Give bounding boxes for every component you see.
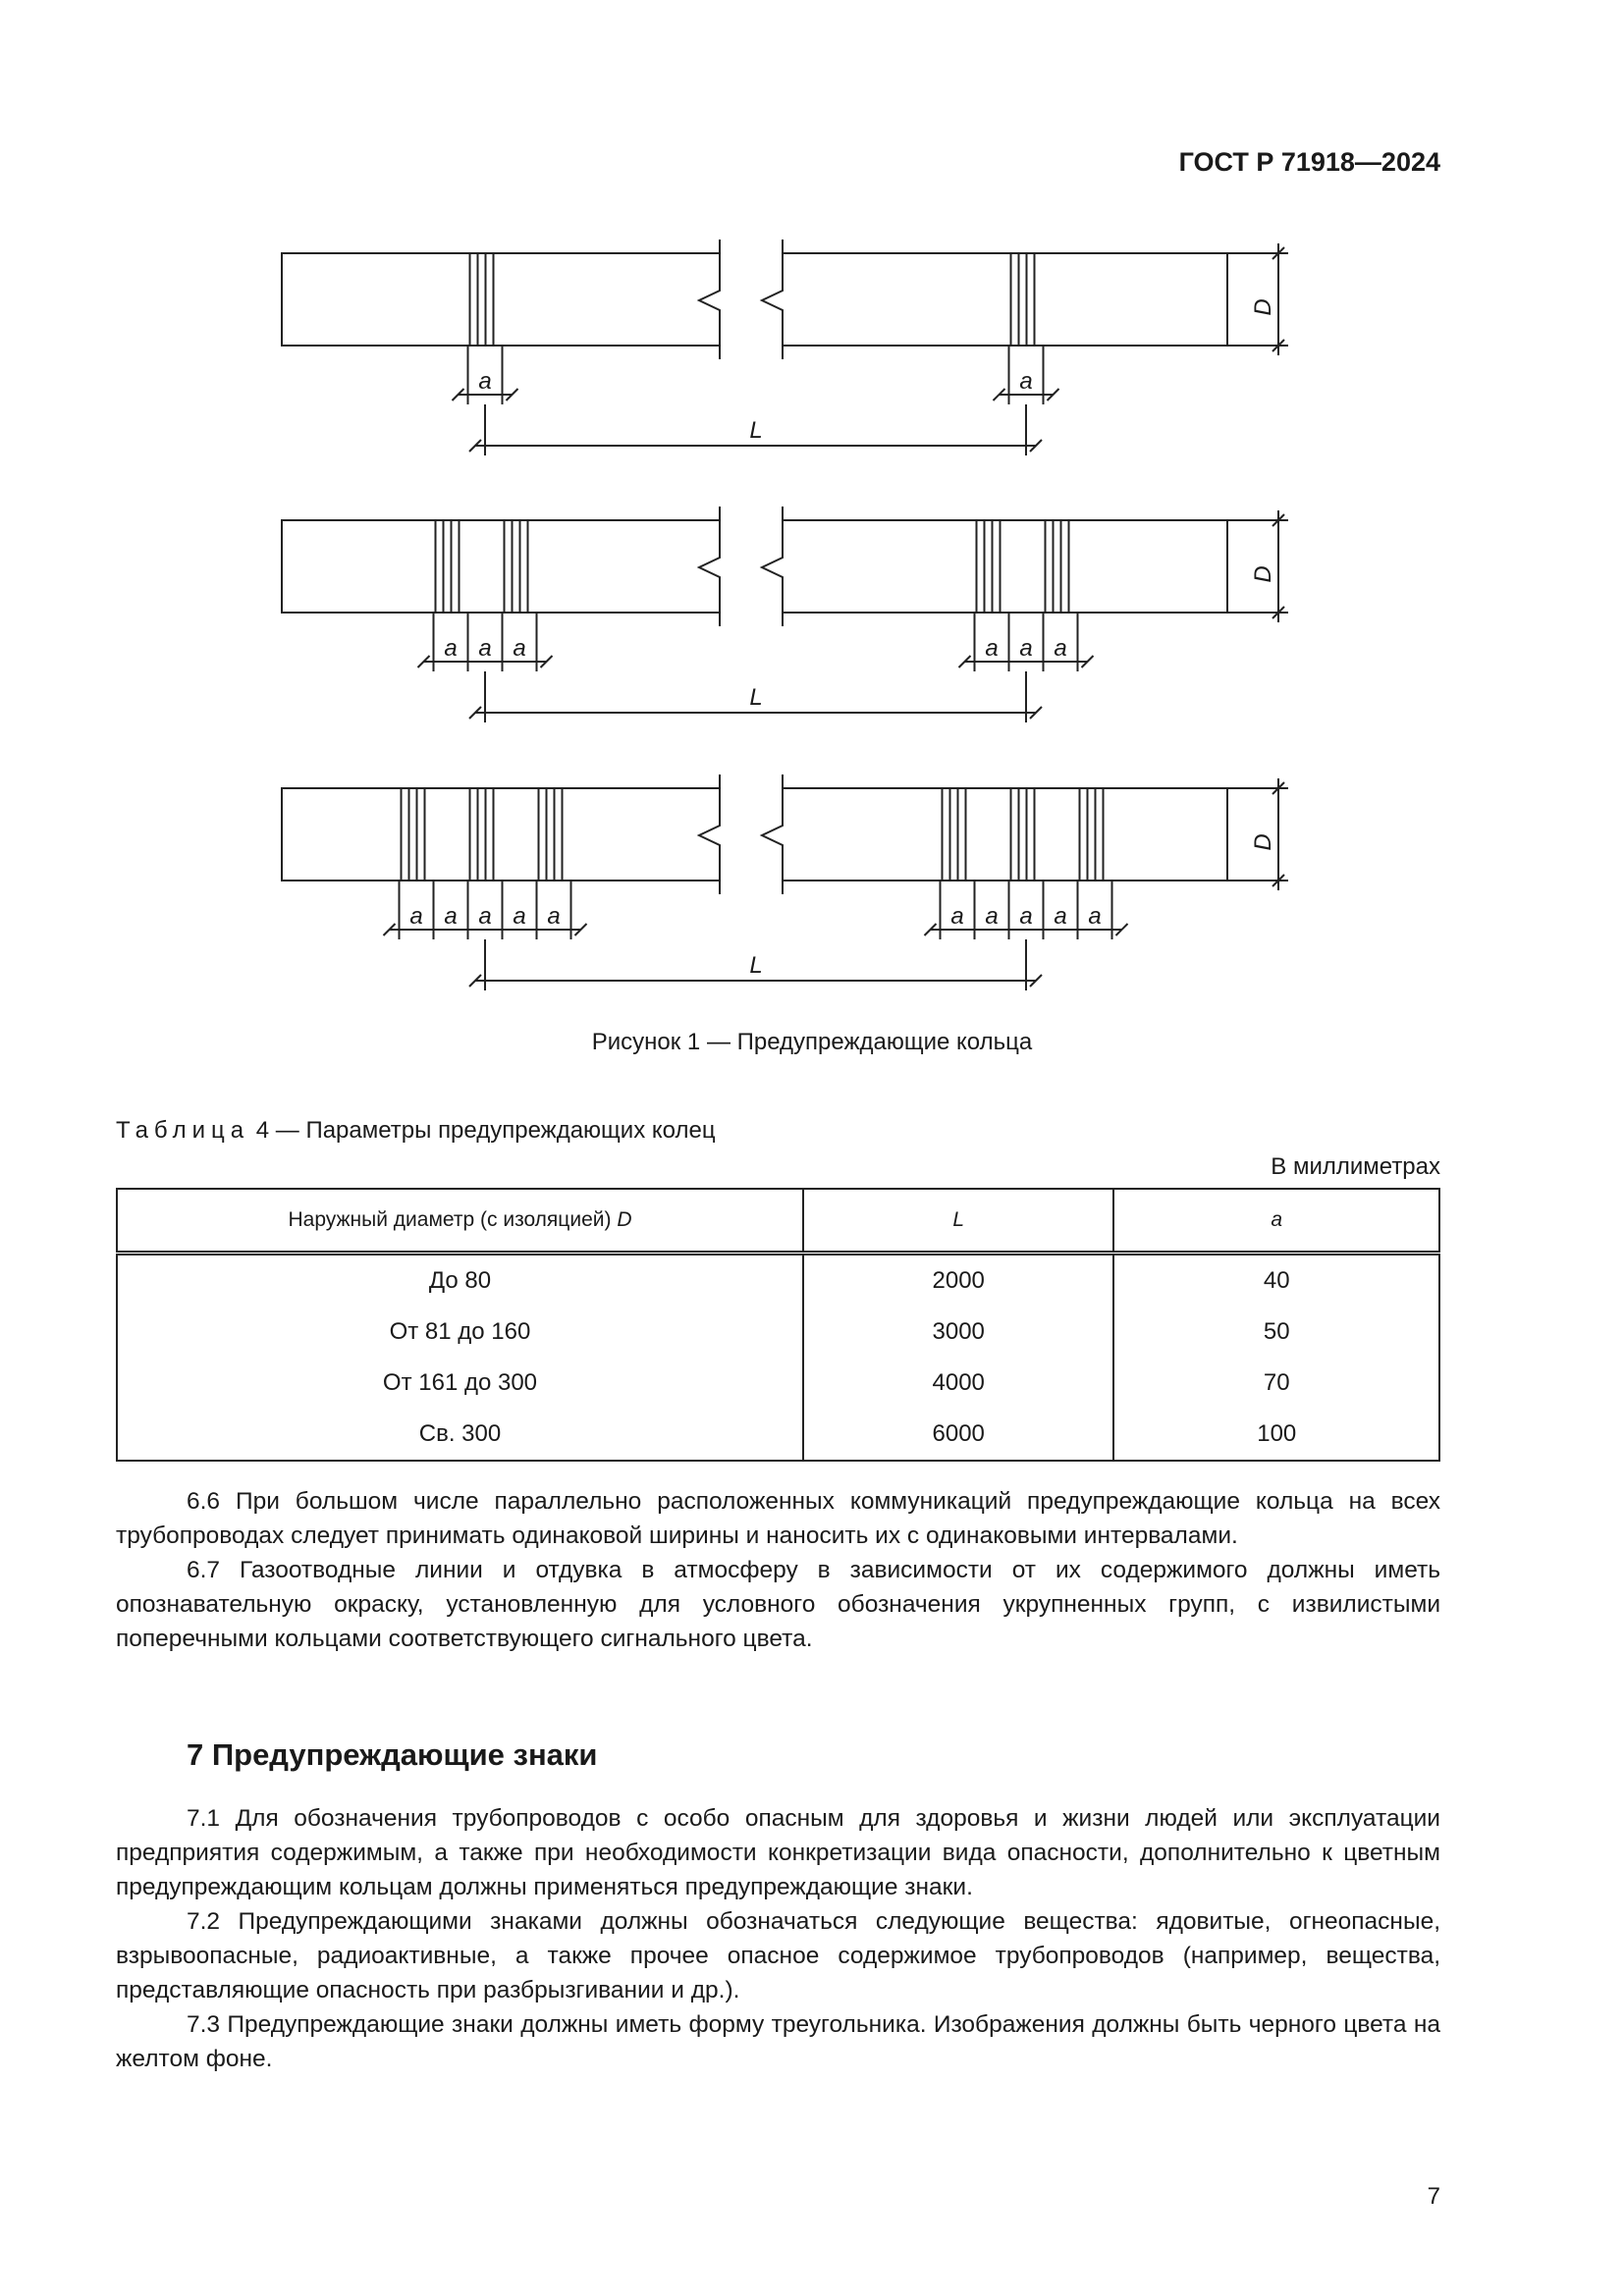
- table-row: [117, 1254, 1439, 1308]
- paragraph-6-7: 6.7 Газоотводные линии и отдувка в атмосферу в зависимости от их содержимого должны иметь опознавательную окраску, установленную для условного обозначения укрупненных групп, с извилистыми поперечными кольцами соответствующего сигнального цвета.: [116, 1557, 1440, 1652]
- pipe-2-l-label: L: [749, 684, 763, 711]
- table-title-text: 4 — Параметры предупреждающих колец: [249, 1117, 716, 1144]
- paragraph-6-6: 6.6 При большом числе параллельно расположенных коммуникаций предупреждающие кольца на всех трубопроводах следует принимать одинаковой ширины и наносить их с одинаковыми интервалами.: [116, 1488, 1440, 1549]
- pipe-2-left-break: [699, 507, 720, 626]
- table-units: В миллиметрах: [1271, 1153, 1440, 1180]
- pipe-3-right-a-label: a: [1088, 903, 1102, 930]
- cell-diameter: От 81 до 160: [117, 1307, 803, 1358]
- pipe-3-left-a-label: a: [444, 903, 458, 930]
- table-row: [117, 1307, 1439, 1358]
- pipe-3-right-a-label: a: [950, 903, 964, 930]
- pipe-3-right-outline: [783, 788, 1227, 881]
- pipe-3-left-a-label: a: [478, 903, 492, 930]
- pipe-1-left-outline: [282, 253, 720, 346]
- rings-parameters-table: [116, 1188, 1440, 1462]
- cell-width: 50: [1113, 1307, 1439, 1358]
- cell-length: 3000: [803, 1307, 1114, 1358]
- pipe-2-right-a-label: a: [1054, 635, 1067, 662]
- section-6-paragraphs: [116, 1484, 1440, 1656]
- pipe-2-right-break: [762, 507, 783, 626]
- pipe-1-l-label: L: [749, 417, 763, 444]
- cell-diameter: Св. 300: [117, 1409, 803, 1461]
- pipe-3-left-break: [699, 774, 720, 894]
- header-diameter-symbol: D: [617, 1208, 632, 1231]
- pipe-2-d-label: D: [1250, 565, 1276, 583]
- header-width: a: [1113, 1189, 1439, 1254]
- pipe-1-left-a-label: a: [478, 368, 492, 395]
- pipe-1-right-break: [762, 240, 783, 359]
- pipe-2-left-a-label: a: [513, 635, 526, 662]
- pipe-2-right-outline: [783, 520, 1227, 613]
- cell-length: 6000: [803, 1409, 1114, 1461]
- pipe-2-right-a-label: a: [985, 635, 999, 662]
- pipe-1-right-outline: [783, 253, 1227, 346]
- header-length: L: [803, 1189, 1114, 1254]
- table-title: [116, 1117, 716, 1145]
- cell-diameter: От 161 до 300: [117, 1358, 803, 1409]
- pipe-3-right-a-label: a: [1019, 903, 1033, 930]
- pipe-3-l-label: L: [749, 952, 763, 979]
- paragraph-7-3: 7.3 Предупреждающие знаки должны иметь форму треугольника. Изображения должны быть черного цвета на желтом фоне.: [116, 2011, 1440, 2072]
- table-title-word: Таблица: [116, 1117, 250, 1144]
- pipe-3-left-outline: [282, 788, 720, 881]
- cell-diameter: До 80: [117, 1254, 803, 1308]
- pipe-2-left-outline: [282, 520, 720, 613]
- figure-caption: Рисунок 1 — Предупреждающие кольца: [591, 1029, 1033, 1055]
- cell-length: 4000: [803, 1358, 1114, 1409]
- pipe-2-left-a-label: a: [444, 635, 458, 662]
- pipe-3-left-a-label: a: [513, 903, 526, 930]
- table-row: [117, 1358, 1439, 1409]
- paragraph-7-2: 7.2 Предупреждающими знаками должны обозначаться следующие вещества: ядовитые, огнеопасные, взрывоопасные, радиоактивные, а также прочее опасное содержимое трубопроводов (например, вещества, представляющие опасность при разбрызгивании и др.).: [116, 1908, 1440, 2003]
- section-7-title: 7 Предупреждающие знаки: [187, 1737, 598, 1772]
- cell-width: 70: [1113, 1358, 1439, 1409]
- section-7-paragraphs: [116, 1801, 1440, 2076]
- cell-length: 2000: [803, 1254, 1114, 1308]
- paragraph-7-1: 7.1 Для обозначения трубопроводов с особо опасным для здоровья и жизни людей или эксплуатации предприятия содержимым, а также при необходимости конкретизации вида опасности, дополнительно к цветным предупреждающим кольцам должны применяться предупреждающие знаки.: [116, 1805, 1440, 1900]
- pipe-3-right-a-label: a: [1054, 903, 1067, 930]
- table-header-row: [117, 1189, 1439, 1254]
- pipe-3-right-break: [762, 774, 783, 894]
- pipe-3-right-a-label: a: [985, 903, 999, 930]
- header-diameter: [117, 1189, 803, 1254]
- pipe-1-d-label: D: [1250, 298, 1276, 316]
- warning-rings-figure: [0, 0, 1624, 1041]
- cell-width: 40: [1113, 1254, 1439, 1308]
- header-diameter-text: Наружный диаметр (с изоляцией): [288, 1208, 618, 1231]
- pipe-3-left-a-label: a: [409, 903, 423, 930]
- pipe-3-d-label: D: [1250, 833, 1276, 851]
- document-header: ГОСТ Р 71918—2024: [1178, 147, 1440, 177]
- pipe-1-left-break: [699, 240, 720, 359]
- page-number: 7: [1427, 2183, 1440, 2210]
- pipe-2-right-a-label: a: [1019, 635, 1033, 662]
- cell-width: 100: [1113, 1409, 1439, 1461]
- pipe-3-left-a-label: a: [547, 903, 561, 930]
- table-row: [117, 1409, 1439, 1461]
- pipe-2-left-a-label: a: [478, 635, 492, 662]
- pipe-1-right-a-label: a: [1019, 368, 1033, 395]
